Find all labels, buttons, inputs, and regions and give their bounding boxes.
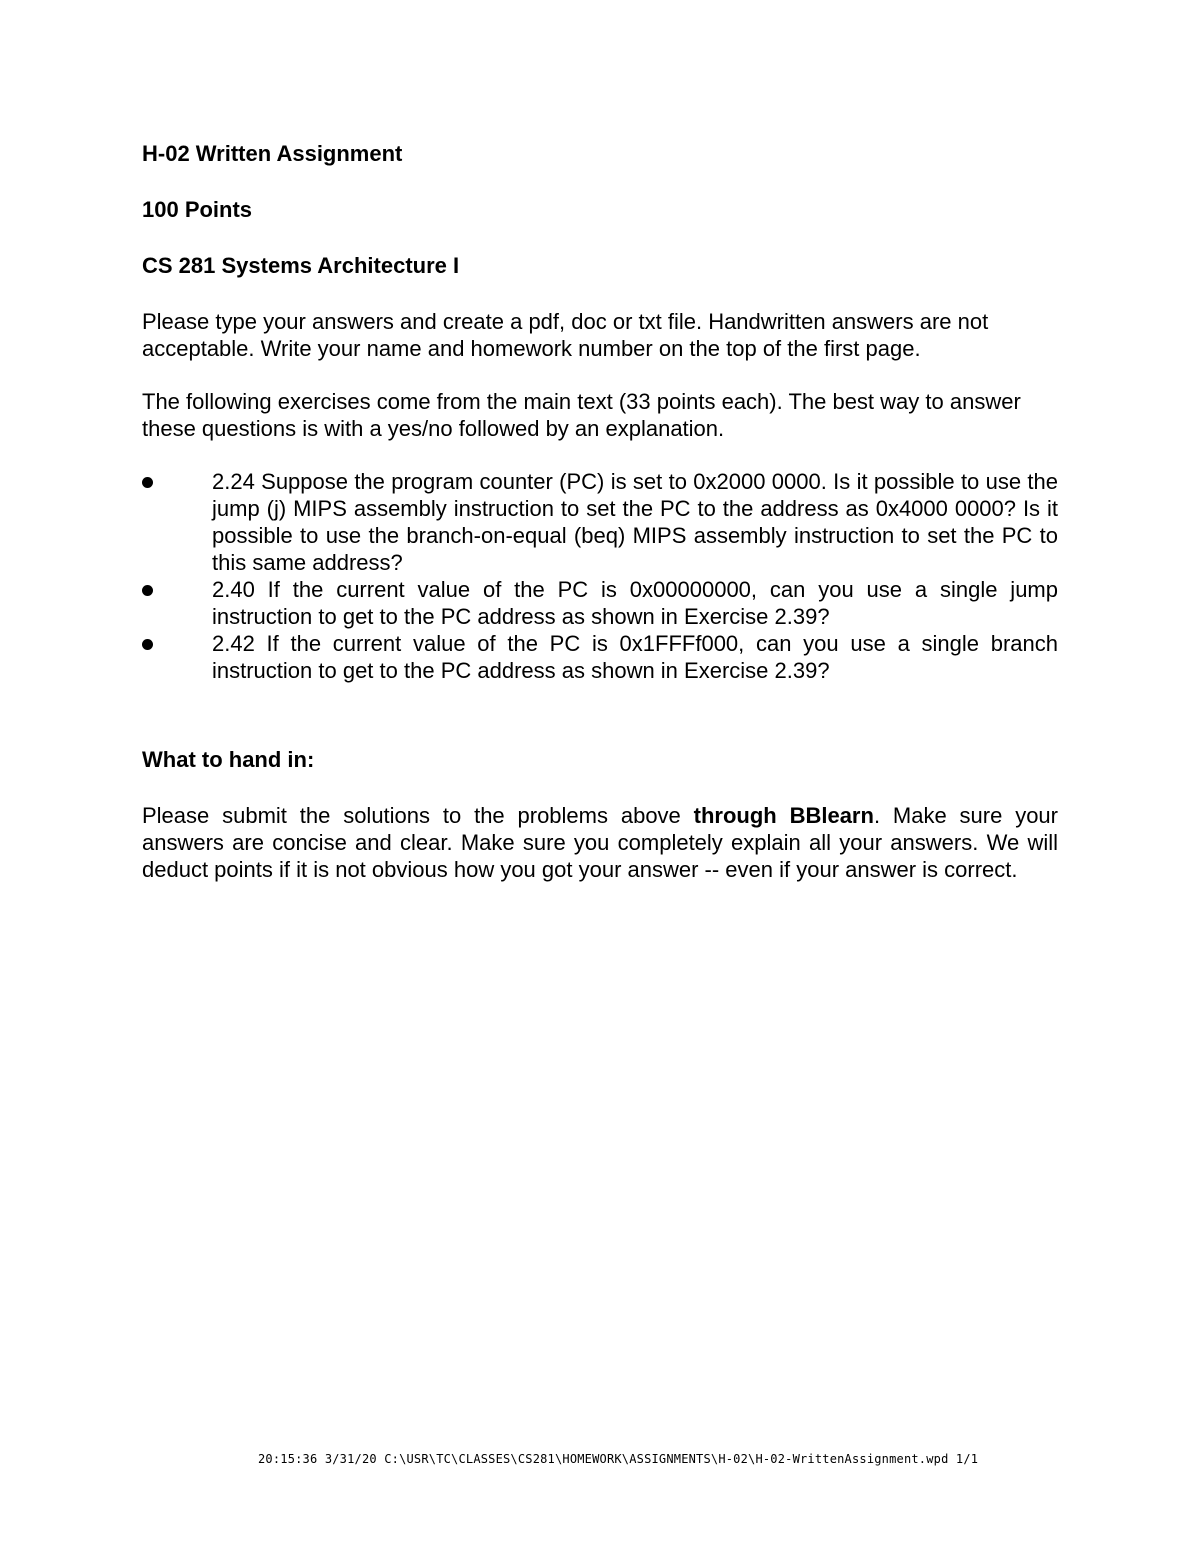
assignment-title: H-02 Written Assignment [142, 141, 403, 166]
intro-paragraph: Please type your answers and create a pdf, doc or txt file. Handwritten answers are not acceptable. Write your name and homework number on the top of the first page. [142, 309, 989, 361]
bullet-icon [142, 477, 153, 488]
document-body [142, 140, 1058, 883]
submission-paragraph [142, 802, 1058, 883]
bullet-icon [142, 585, 153, 596]
course-name: CS 281 Systems Architecture I [142, 253, 460, 278]
print-footer: 20:15:36 3/31/20 C:\USR\TC\CLASSES\CS281\HOMEWORK\ASSIGNMENTS\H-02\H-02-WrittenAssignment.wpd 1/1 [258, 1452, 979, 1466]
exercise-list [142, 468, 1058, 684]
exercise-item [142, 468, 1058, 576]
exercise-text: 2.42 If the current value of the PC is 0x1FFFf000, can you use a single branch instruction to get to the PC address as shown in Exercise 2.39? [212, 631, 1058, 683]
bullet-icon [142, 639, 153, 650]
exercise-item [142, 576, 1058, 630]
exercise-item [142, 630, 1058, 684]
submission-text-end: . Make sure your answers are concise and clear. Make sure you completely explain all your answers. We will deduct points if it is not obvious how you got your answer -- even if your answer is correct. [142, 803, 1058, 882]
submission-method: through BBlearn [693, 803, 874, 828]
exercise-text: 2.40 If the current value of the PC is 0x00000000, can you use a single jump instruction to get to the PC address as shown in Exercise 2.39? [212, 577, 1058, 629]
submission-text-start: Please submit the solutions to the problems above [142, 803, 694, 828]
hand-in-heading: What to hand in: [142, 747, 315, 772]
exercises-intro-paragraph: The following exercises come from the main text (33 points each). The best way to answer these questions is with a yes/no followed by an explanation. [142, 389, 1021, 441]
assignment-points: 100 Points [142, 197, 253, 222]
exercise-text: 2.24 Suppose the program counter (PC) is set to 0x2000 0000. Is it possible to use the jump (j) MIPS assembly instruction to set the PC to the address as 0x4000 0000? Is it possible to use the branch-on-equal (beq) MIPS assembly instruction to set the PC to this same address? [212, 469, 1058, 575]
